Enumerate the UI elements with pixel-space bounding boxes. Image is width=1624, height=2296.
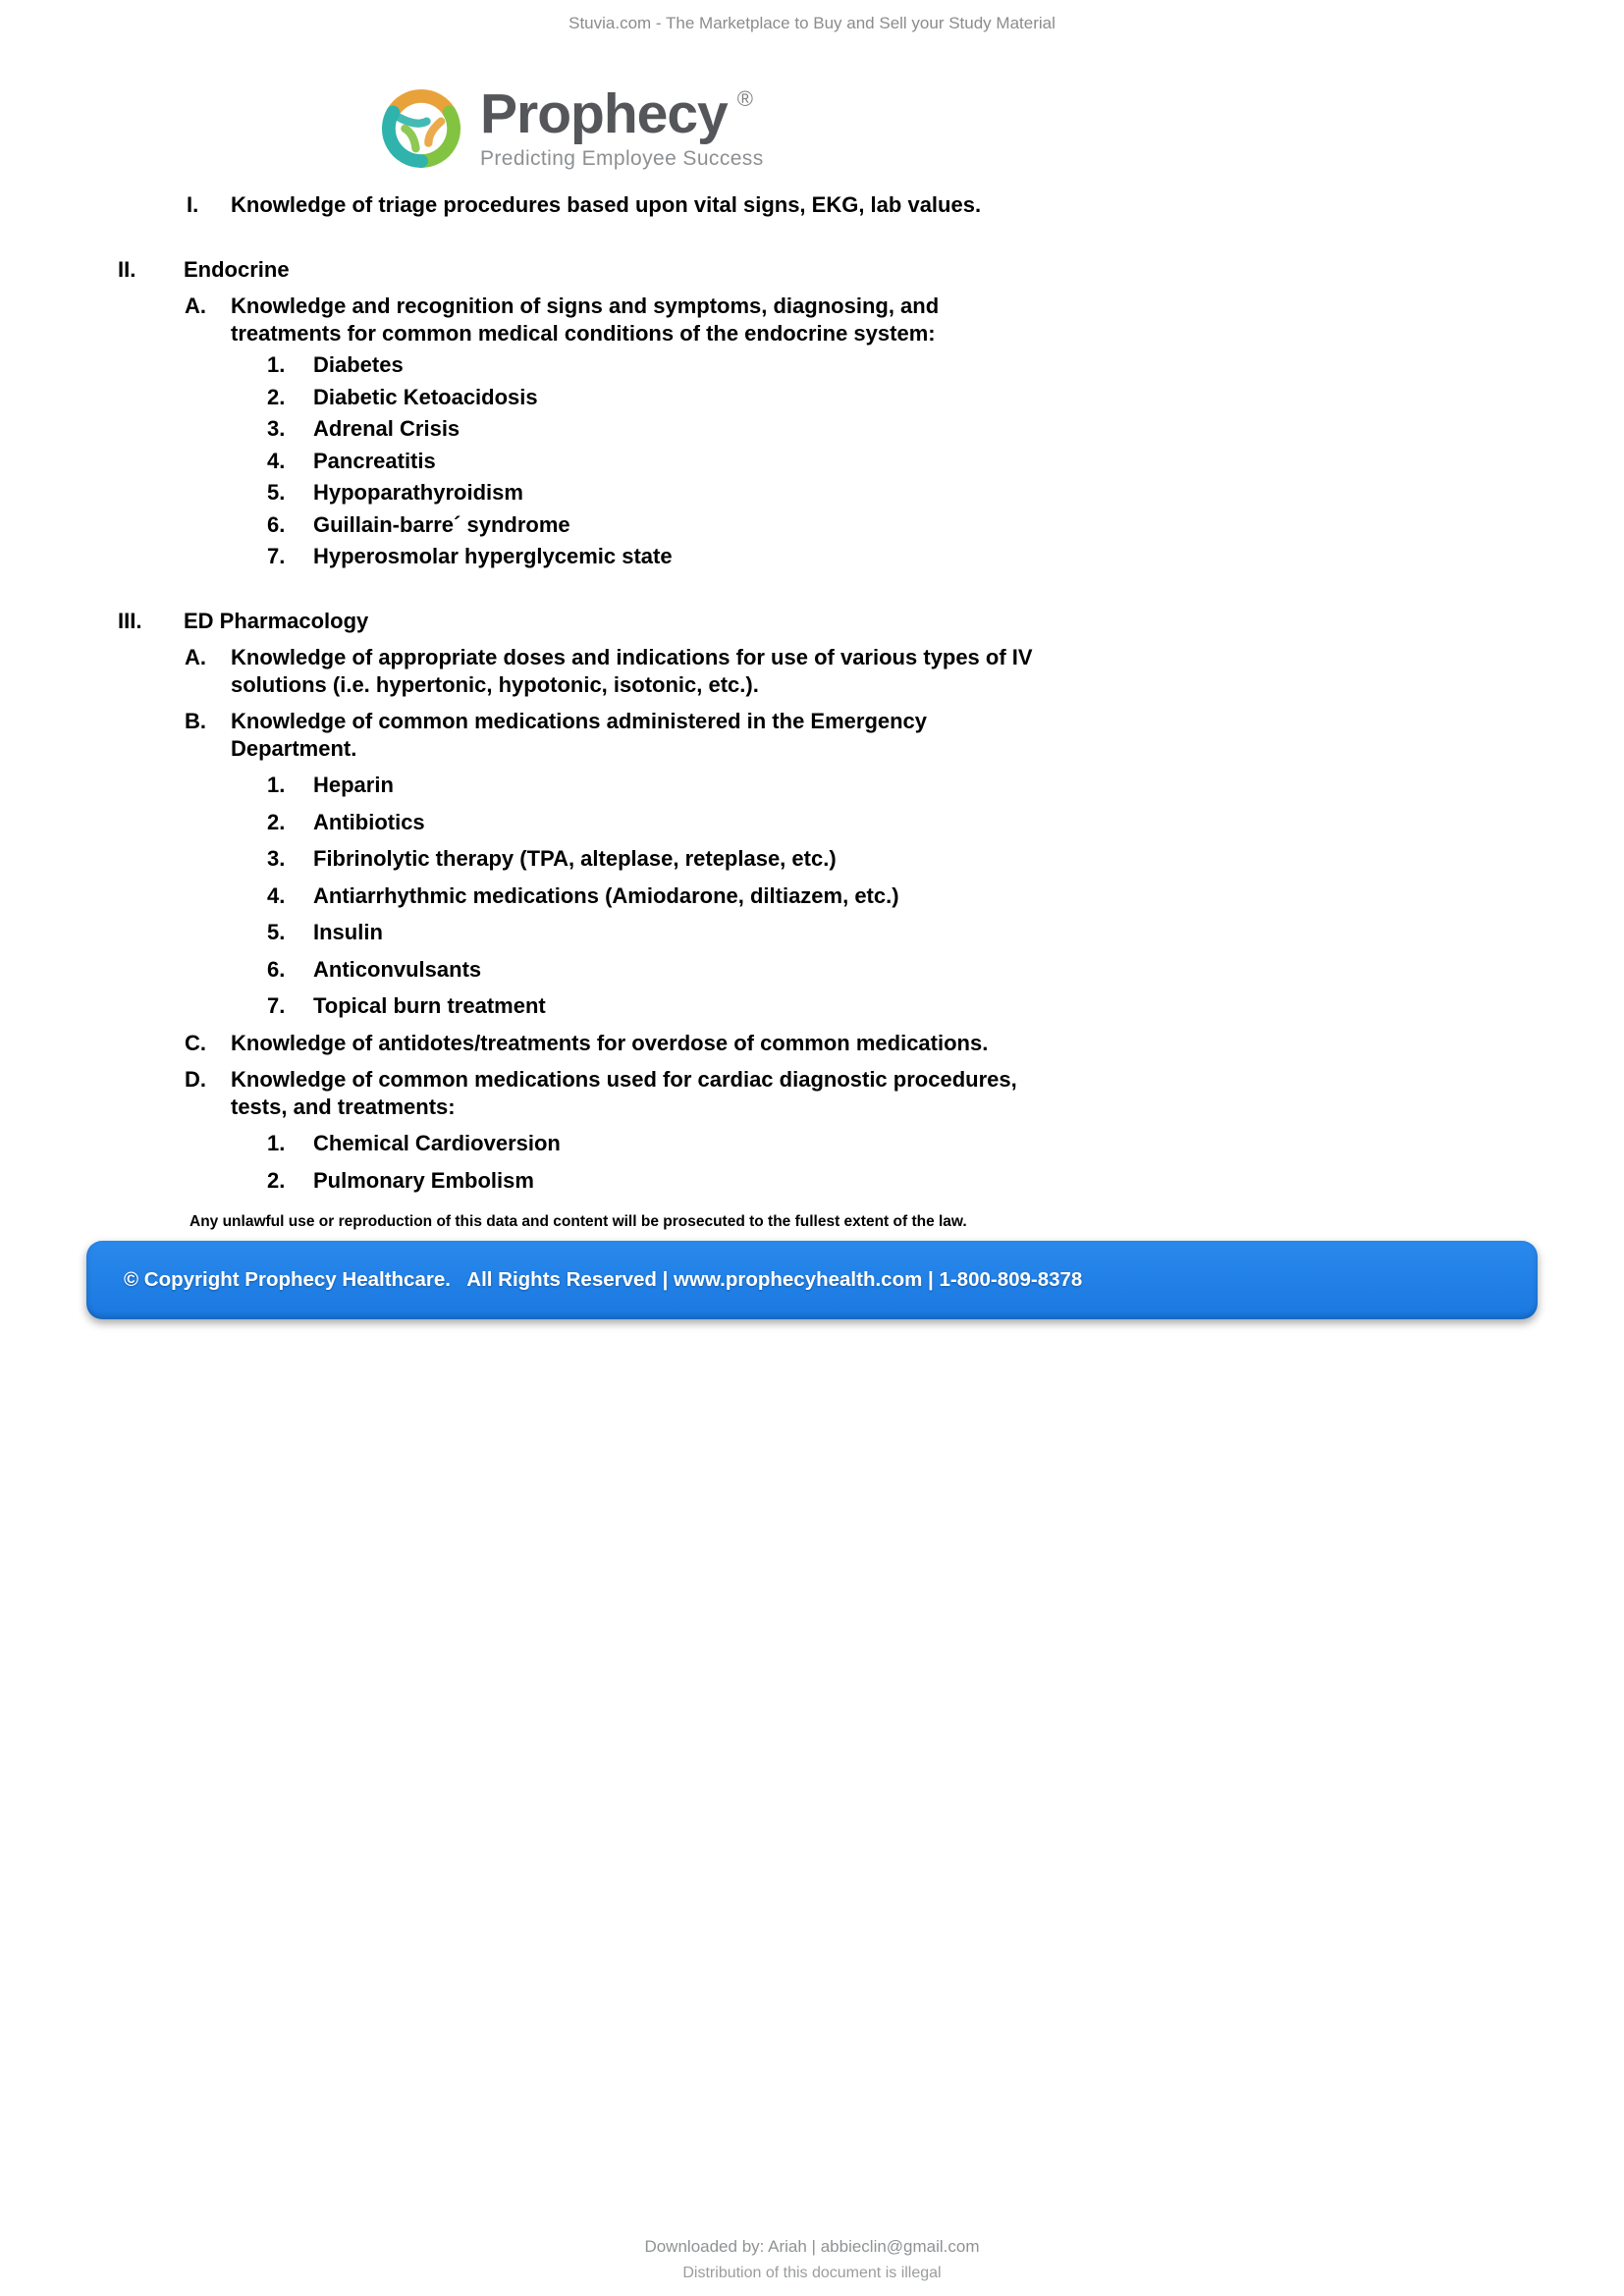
list-text: Antiarrhythmic medications (Amiodarone, diltiazem, etc.) <box>313 882 899 908</box>
list-marker: 7. <box>267 544 286 568</box>
list-text: Hyperosmolar hyperglycemic state <box>313 544 673 568</box>
outline-row <box>0 511 1624 539</box>
list-text: Hypoparathyroidism <box>313 480 523 505</box>
list-text: Diabetes <box>313 352 404 377</box>
outline-row <box>0 1030 1624 1057</box>
outline-row <box>0 293 1624 347</box>
outline-row <box>0 191 1624 219</box>
outline-row <box>0 992 1624 1020</box>
outline-row <box>0 1130 1624 1157</box>
outline-row <box>0 351 1624 379</box>
list-text: Topical burn treatment <box>313 993 546 1018</box>
stuvia-watermark-top: Stuvia.com - The Marketplace to Buy and Sell your Study Material <box>568 14 1056 32</box>
list-marker: 1. <box>267 773 286 797</box>
list-text: Knowledge of common medications used for cardiac diagnostic procedures, tests, and treatments: <box>231 1067 1017 1119</box>
list-text: Chemical Cardioversion <box>313 1131 561 1155</box>
outline-row <box>0 479 1624 507</box>
list-marker: 6. <box>267 511 286 537</box>
list-text: Antibiotics <box>313 809 425 834</box>
outline-row <box>0 882 1624 910</box>
copyright-banner <box>86 1241 1538 1319</box>
outline-row <box>0 772 1624 799</box>
outline <box>0 191 1624 1194</box>
list-text: Knowledge of triage procedures based upon vital signs, EKG, lab values. <box>231 192 982 217</box>
list-text: Insulin <box>313 920 383 944</box>
list-marker: A. <box>185 294 206 318</box>
list-text: Endocrine <box>184 256 290 282</box>
outline-row <box>0 956 1624 984</box>
list-text: Anticonvulsants <box>313 956 482 982</box>
list-text: Adrenal Crisis <box>313 416 460 441</box>
list-marker: 2. <box>267 1167 286 1193</box>
list-text: ED Pharmacology <box>184 608 369 633</box>
list-text: Knowledge of appropriate doses and indications for use of various types of IV solutions (i.e. hypertonic, hypotonic, isotonic, etc.). <box>231 645 1033 697</box>
list-text: Fibrinolytic therapy (TPA, alteplase, reteplase, etc.) <box>313 846 837 871</box>
list-marker: 4. <box>267 448 286 473</box>
outline-row <box>0 845 1624 873</box>
outline-row <box>0 608 1624 635</box>
list-marker: 2. <box>267 384 286 409</box>
registered-trademark-icon: ® <box>736 86 753 111</box>
legal-notice: Any unlawful use or reproduction of this data and content will be prosecuted to the fullest extent of the law. <box>189 1213 967 1230</box>
list-marker: II. <box>118 256 136 282</box>
list-marker: 3. <box>267 416 286 441</box>
prophecy-logo-icon <box>376 83 466 174</box>
list-text: Pulmonary Embolism <box>313 1167 534 1193</box>
list-marker: 7. <box>267 993 286 1018</box>
list-text: Knowledge and recognition of signs and symptoms, diagnosing, and treatments for common medical conditions of the endocrine system: <box>231 294 940 346</box>
outline-row <box>0 1167 1624 1195</box>
list-text: Diabetic Ketoacidosis <box>313 384 538 409</box>
outline-row <box>0 919 1624 946</box>
list-marker: 4. <box>267 882 286 908</box>
list-marker: D. <box>185 1067 206 1092</box>
list-marker: 6. <box>267 956 286 982</box>
list-text: Guillain-barre´ syndrome <box>313 511 570 537</box>
list-marker: 3. <box>267 846 286 871</box>
outline-row <box>0 256 1624 284</box>
logo-text-block <box>480 82 764 171</box>
list-marker: B. <box>185 709 206 733</box>
outline-row <box>0 448 1624 475</box>
brand-name: Prophecy <box>480 82 728 145</box>
list-marker: 2. <box>267 809 286 834</box>
outline-row <box>0 543 1624 570</box>
list-marker: 1. <box>267 352 286 377</box>
distribution-warning-line: Distribution of this document is illegal <box>682 2265 942 2281</box>
copyright-banner-text: © Copyright Prophecy Healthcare. All Rights Reserved | www.prophecyhealth.com | 1-800-809-8378 <box>124 1268 1083 1291</box>
outline-row <box>0 708 1624 762</box>
list-marker: 5. <box>267 920 286 944</box>
list-text: Heparin <box>313 773 394 797</box>
outline-row <box>0 1066 1624 1120</box>
list-marker: III. <box>118 608 142 633</box>
page-footer <box>0 2237 1624 2282</box>
outline-row <box>0 809 1624 836</box>
list-marker: I. <box>187 192 199 217</box>
list-text: Knowledge of antidotes/treatments for overdose of common medications. <box>231 1030 989 1055</box>
outline-row <box>0 644 1624 698</box>
list-text: Pancreatitis <box>313 448 436 473</box>
outline-row <box>0 415 1624 443</box>
list-marker: C. <box>185 1030 206 1055</box>
list-text: Knowledge of common medications administered in the Emergency Department. <box>231 709 928 761</box>
brand-tagline: Predicting Employee Success <box>480 147 764 170</box>
list-marker: 5. <box>267 480 286 505</box>
list-marker: A. <box>185 645 206 669</box>
list-marker: 1. <box>267 1131 286 1155</box>
downloaded-by-line: Downloaded by: Ariah | abbieclin@gmail.com <box>644 2237 980 2256</box>
outline-row <box>0 384 1624 411</box>
